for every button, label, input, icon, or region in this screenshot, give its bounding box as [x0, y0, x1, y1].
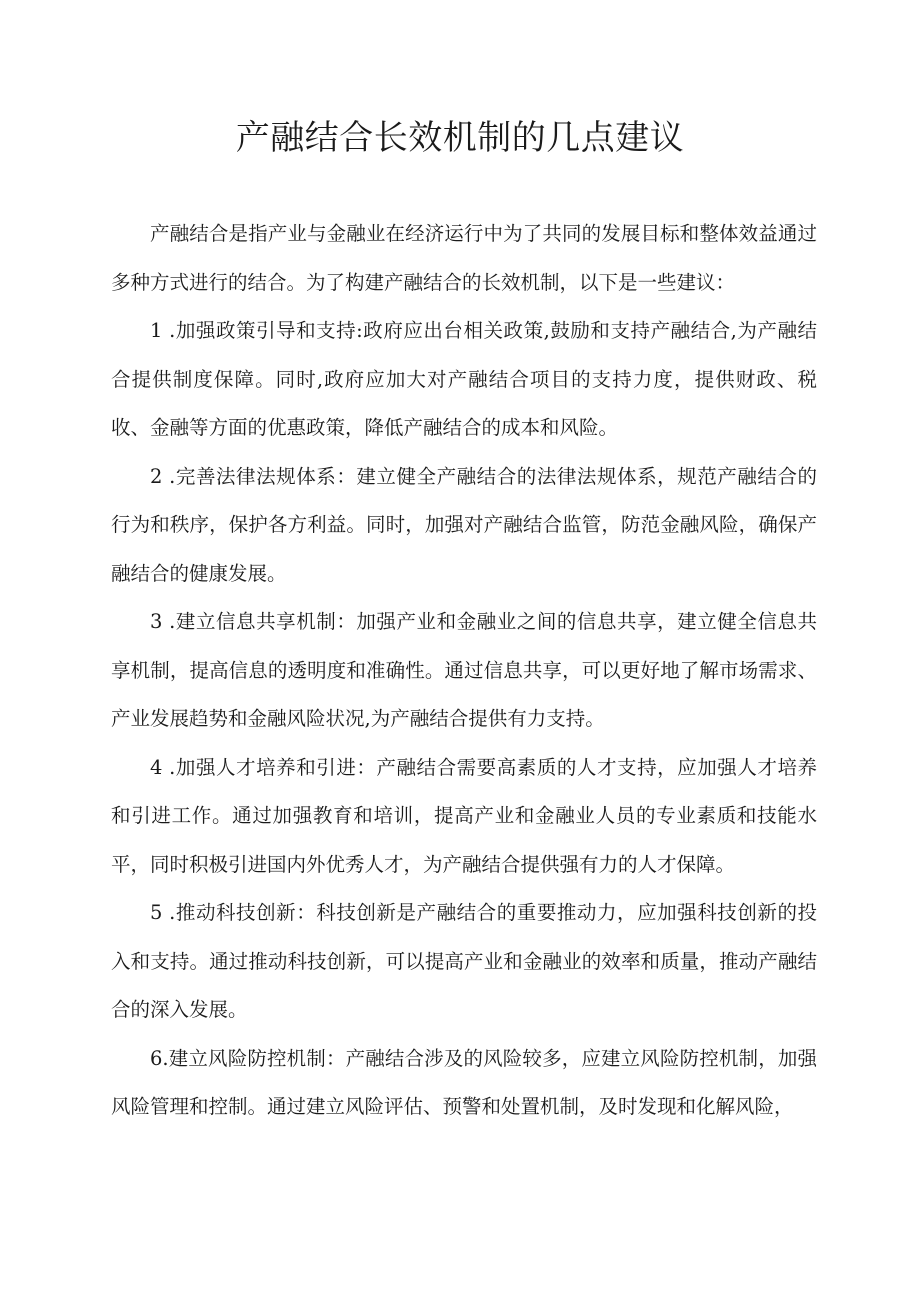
document-title: 产融结合长效机制的几点建议	[235, 118, 685, 158]
suggestion-5-paragraph: 5 .推动科技创新：科技创新是产融结合的重要推动力，应加强科技创新的投入和支持。通过推动科技创新，可以提高产业和金融业的效率和质量，推动产融结合的深入发展。	[111, 901, 817, 1021]
document-body	[111, 210, 817, 1132]
suggestion-6-paragraph: 6.建立风险防控机制：产融结合涉及的风险较多，应建立风险防控机制，加强风险管理和控制。通过建立风险评估、预警和处置机制，及时发现和化解风险，	[111, 1046, 817, 1118]
suggestion-3-paragraph: 3 .建立信息共享机制：加强产业和金融业之间的信息共享，建立健全信息共享机制，提高信息的透明度和准确性。通过信息共享，可以更好地了解市场需求、产业发展趋势和金融风险状况,为产融结合提供有力支持。	[111, 610, 817, 730]
suggestion-1-paragraph: 1 .加强政策引导和支持:政府应出台相关政策,鼓励和支持产融结合,为产融结合提供制度保障。同时,政府应加大对产融结合项目的支持力度，提供财政、税收、金融等方面的优惠政策，降低产融结合的成本和风险。	[111, 319, 817, 439]
suggestion-4-paragraph: 4 .加强人才培养和引进：产融结合需要高素质的人才支持，应加强人才培养和引进工作。通过加强教育和培训，提高产业和金融业人员的专业素质和技能水平，同时积极引进国内外优秀人才，为产融结合提供强有力的人才保障。	[111, 755, 817, 876]
suggestion-2-paragraph: 2 .完善法律法规体系：建立健全产融结合的法律法规体系，规范产融结合的行为和秩序，保护各方利益。同时，加强对产融结合监管，防范金融风险，确保产融结合的健康发展。	[111, 464, 817, 585]
intro-paragraph: 产融结合是指产业与金融业在经济运行中为了共同的发展目标和整体效益通过多种方式进行的结合。为了构建产融结合的长效机制，以下是一些建议：	[111, 222, 817, 294]
